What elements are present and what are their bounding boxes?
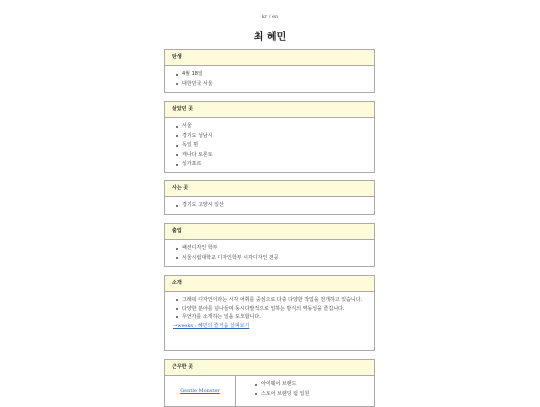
birth-list (173, 70, 366, 89)
list-item: 4월 18일 (182, 70, 366, 80)
education-header: 출업 (165, 224, 374, 240)
lang-kr-link[interactable]: kr (261, 14, 268, 20)
intro-paragraph: 그래픽 디자인이라는 시각 어휘를 중심으로 다층 다양한 작업을 전개하고 있습니다. (173, 296, 366, 305)
list-item: 대한민국 서울 (182, 80, 366, 90)
living-header: 사는 곳 (165, 181, 374, 197)
lived-list (173, 122, 366, 170)
company-link[interactable]: Gentle Monster (180, 388, 220, 394)
list-item: 서울 (182, 122, 366, 132)
lived-header: 살았던 곳 (165, 102, 374, 118)
work-header: 근무한 곳 (165, 360, 374, 376)
work-box (164, 359, 375, 407)
list-item: 서울시립대학교 디자인학부 시각디자인 전공 (182, 254, 366, 264)
list-item: 경기도 고양시 일산 (182, 201, 366, 211)
intro-header: 소개 (165, 276, 374, 292)
intro-paragraph: 다양한 분야를 넘나들며 동시다발적으로 일하는 방식의 역동성을 즐깁니다. (173, 305, 366, 314)
lang-separator: / (267, 14, 273, 20)
work-company-cell (165, 376, 236, 406)
living-list (173, 201, 366, 211)
work-row (165, 376, 374, 406)
list-item: 아이웨어 브랜드 (261, 380, 309, 390)
lang-en-link[interactable]: en (272, 14, 279, 20)
list-item: 경기도 성남시 (182, 132, 366, 142)
lived-box (164, 101, 375, 173)
list-item: 캐나다 토론토 (182, 151, 366, 161)
list-item: 패션디자인 학부 (182, 244, 366, 254)
intro-paragraph: 무언가를 소개하는 일을 도모합니다. (173, 313, 366, 322)
education-box (164, 223, 375, 267)
birth-header: 탄생 (165, 50, 374, 66)
weeks-link[interactable]: →weeks : 혜민의 즐거움 살펴보기 (173, 322, 250, 329)
work-list (252, 380, 309, 399)
intro-box (164, 275, 375, 351)
page-title: 최 혜민 (253, 32, 287, 43)
list-item: 독일 뮌 (182, 141, 366, 151)
living-box (164, 180, 375, 215)
birth-box (164, 49, 375, 93)
list-item: 싱가포르 (182, 160, 366, 170)
education-list (173, 244, 366, 263)
list-item: 스토어 브랜딩 팀 일원 (261, 390, 309, 400)
language-switcher (0, 14, 540, 20)
